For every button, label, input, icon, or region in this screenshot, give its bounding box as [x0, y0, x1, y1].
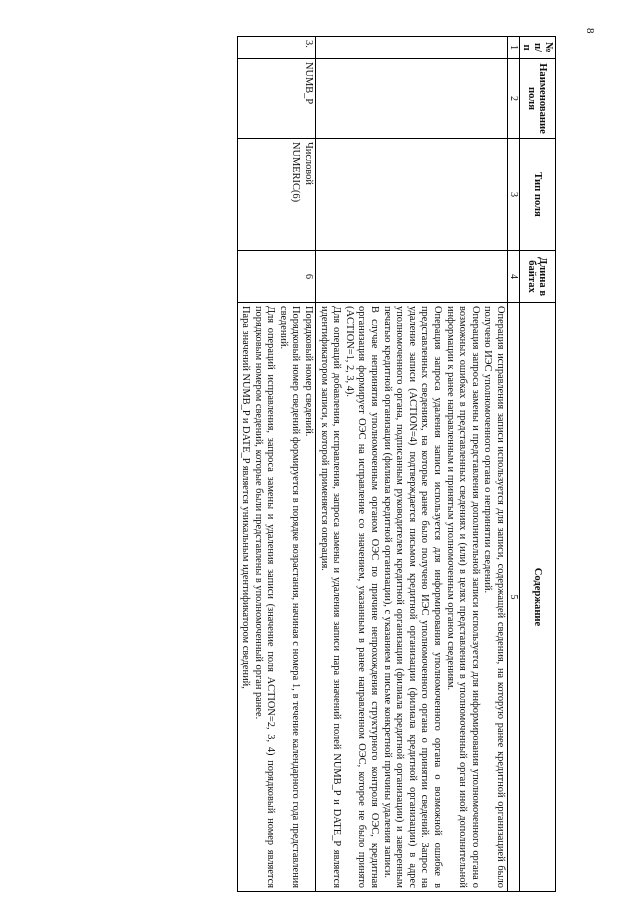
col-number-5: 5 — [508, 303, 520, 892]
cell-length — [316, 251, 508, 303]
header-length: Длина в байтах — [520, 251, 556, 303]
document-table-rotated — [76, 36, 556, 892]
col-number-3: 3 — [508, 139, 520, 251]
field-type-code: NUMERIC(6) — [290, 142, 302, 203]
cell-field-type — [237, 139, 316, 251]
content-paragraph: Для операций добавления, исправления, запроса замены и удаления записи пара значений полей NUMB_P и DATE_P является идентификатором записи, к которой применяется операция. — [318, 306, 343, 888]
table-row — [237, 37, 316, 892]
header-field-type: Тип поля — [520, 139, 556, 251]
content-paragraph: Для операций исправления, запроса замены и удаления записи (значение поля ACTION=2, 3, 4) порядковый номер является порядковым номером сведений, которые были представлены в уполномоченный орган ранее. — [252, 306, 277, 888]
cell-no: 3. — [237, 37, 316, 59]
cell-field-name: NUMB_P — [237, 59, 316, 139]
header-no: № п/п — [520, 37, 556, 59]
cell-content — [316, 303, 508, 892]
page-number: 8 — [584, 28, 596, 34]
fields-table — [237, 36, 556, 892]
content-paragraph: Порядковый номер сведений. — [303, 306, 315, 437]
content-paragraph: Порядковый номер сведений формируется в порядке возрастания, начиная с номера 1, в течение календарного года представления сведений. — [277, 306, 302, 888]
col-number-2: 2 — [508, 59, 520, 139]
content-paragraph: Операция запроса замены и представления дополнительной записи используется для информирования уполномоченного органа о возможных ошибках в представленных сведениях и (или) в целях представления в уполномоченный орган иной дополнительной информации к ранее направленным и принятым уполномоченным органом сведениям. — [444, 306, 481, 888]
content-paragraph: Операция исправления записи используется для записи, содержащей сведения, на которую ранее кредитной организацией было получено ИЭС уполномоченного органа о непринятии сведений. — [482, 306, 506, 888]
header-row — [520, 37, 556, 892]
cell-no — [316, 37, 508, 59]
header-field-name: Наименование поля — [520, 59, 556, 139]
cell-content — [237, 303, 316, 892]
field-type-label: Числовой — [303, 142, 315, 185]
content-paragraph: Пара значений NUMB_P и DATE_P является уникальным идентификатором сведений, — [240, 306, 252, 689]
column-number-row — [508, 37, 520, 892]
col-number-4: 4 — [508, 251, 520, 303]
cell-field-name — [316, 59, 508, 139]
col-number-1: 1 — [508, 37, 520, 59]
content-paragraph: Операция запроса удаления записи используется для информирования уполномоченного органа о возможной ошибке в представленных сведениях, на которые ранее было получено ИЭС уполномоченного органа о принятии сведений. Запрос на удаление записи (ACTION=4) подтверждается письмом кредитной организации (филиала кредитной организации) в адрес уполномоченного органа, подписанным руководителем кредитной организации (филиала кредитной организации) и заверенным печатью кредитной организации (филиала кредитной организации), с указанием в письме конкретной причины удаления записи. — [381, 306, 444, 888]
header-content: Содержание — [520, 303, 556, 892]
content-paragraph: В случае непринятия уполномоченным органом ОЭС по причине непрохождения структурного контроля ОЭС, кредитная организация формирует ОЭС на исправление со значением, указанным в ранее направленном ОЭС, которое не было принято (ACTION=1, 2, 3, 4). — [343, 306, 381, 888]
cell-length: 6 — [237, 251, 316, 303]
table-row-continued — [316, 37, 508, 892]
cell-field-type — [316, 139, 508, 251]
